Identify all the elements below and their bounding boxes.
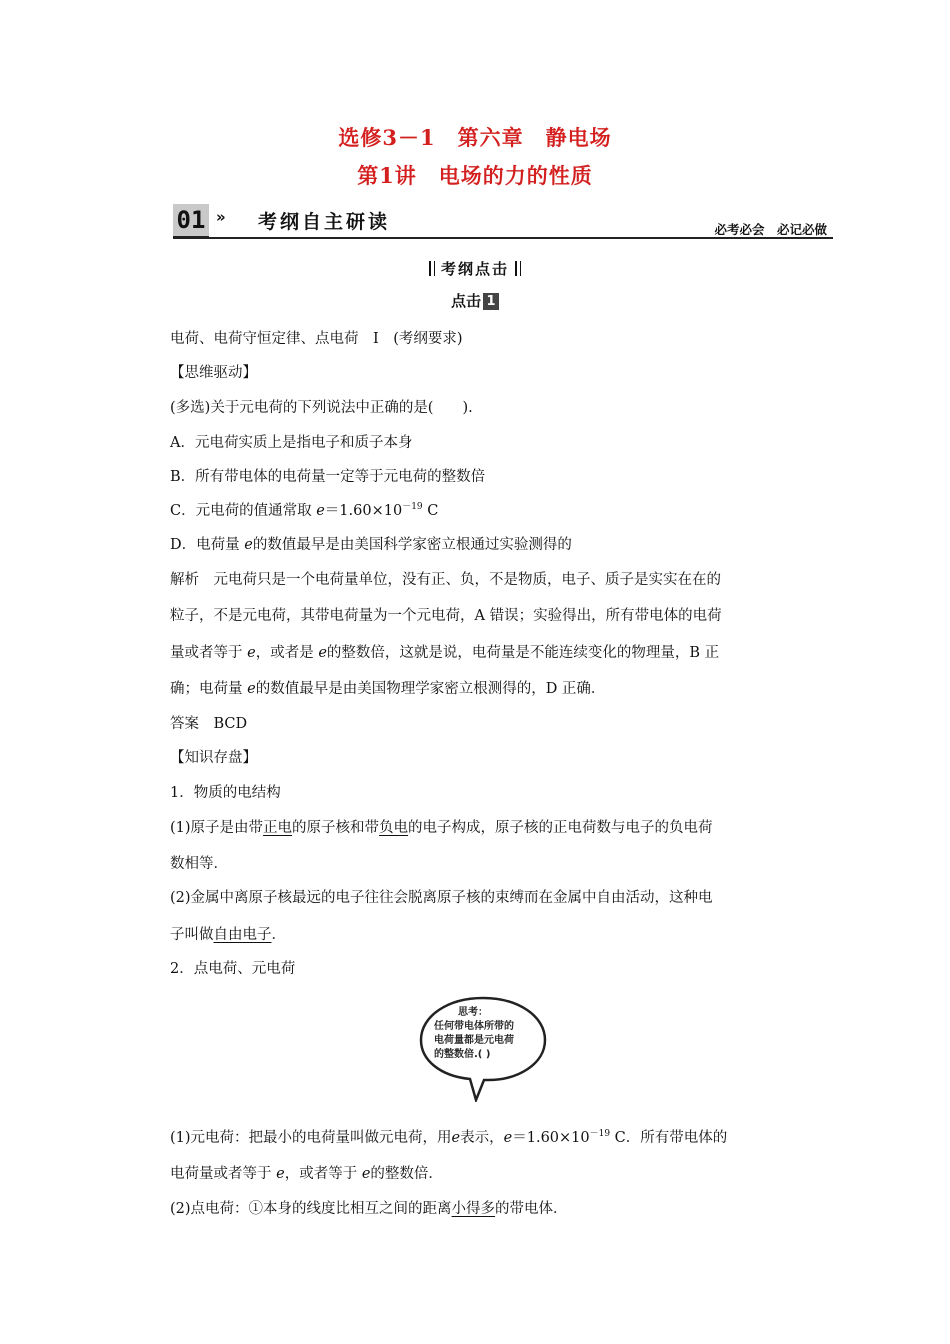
option-d: D．电荷量 e的数值最早是由美国科学家密立根通过实验测得的 (170, 537, 572, 553)
point-1-1-cont: 数相等． (170, 856, 228, 872)
dianji-number: 1 (483, 293, 499, 310)
kaogang-label: 考纲点击 (440, 260, 509, 278)
point-1-1: (1)原子是由带正电的原子核和带负电的电子构成，原子核的正电荷数与电子的负电荷 (170, 820, 713, 836)
point-2: 2．点电荷、元电荷 (170, 961, 296, 977)
section-banner (173, 201, 833, 241)
chevron-icon: » (216, 208, 226, 226)
kaogang-heading (0, 258, 950, 279)
bubble-title: 思考： (458, 1007, 488, 1018)
jiexi-line1: 解析 元电荷只是一个电荷量单位，没有正、负，不是物质，电子、质子是实实在在的 (170, 572, 721, 588)
point-1: 1．物质的电结构 (170, 785, 281, 801)
option-a: A．元电荷实质上是指电子和质子本身 (170, 435, 413, 451)
option-b: B．所有带电体的电荷量一定等于元电荷的整数倍 (170, 469, 486, 485)
section-number: 01 (173, 204, 209, 239)
option-c: C．元电荷的值通常取 $e=1.60\times 10^{-19}$ C (170, 502, 439, 519)
bubble-line1: 任何带电体所带的 (434, 1021, 514, 1032)
topic-line: 电荷、电荷守恒定律、点电荷 Ⅰ (考纲要求) (170, 331, 463, 347)
lesson-title: 第1讲 电场的力的性质 (357, 163, 593, 188)
jiexi-line4: 确；电荷量 e的数值最早是由美国物理学家密立根测得的，D 正确． (170, 681, 606, 697)
question: (多选)关于元电荷的下列说法中正确的是( ). (170, 400, 473, 416)
dianji-label: 点击 (450, 292, 481, 310)
bubble-line2: 电荷量都是元电荷 (434, 1035, 514, 1046)
answer: 答案 BCD (170, 716, 248, 732)
dianji-heading (0, 290, 950, 311)
point-2-1: (1)元电荷：把最小的电荷量叫做元电荷，用e表示，$e=1.60\times 10^{-19}$ C．所有带电体的 (170, 1129, 728, 1146)
siwei-heading: 【思维驱动】 (170, 365, 257, 381)
point-2-1-cont: 电荷量或者等于 e，或者等于 e的整数倍． (170, 1166, 443, 1182)
section-tag: 必考必会 必记必做 (714, 222, 827, 237)
jiexi-line3: 量或者等于 e，或者是 e的整数倍，这就是说，电荷量是不能连续变化的物理量，B 正 (170, 645, 720, 661)
point-2-2: (2)点电荷：①本身的线度比相互之间的距离小得多的带电体． (170, 1201, 568, 1217)
section-heading: 考纲自主研读 (258, 211, 391, 233)
point-1-2-cont: 子叫做自由电子． (170, 927, 286, 943)
jiexi-line2: 粒子，不是元电荷，其带电荷量为一个元电荷，A 错误；实验得出，所有带电体的电荷 (170, 608, 722, 624)
bar-right-icon (515, 261, 521, 276)
point-1-2: (2)金属中离原子核最远的电子往往会脱离原子核的束缚而在金属中自由活动，这种电 (170, 890, 713, 906)
bubble-line3: 的整数倍.( ) (434, 1049, 491, 1060)
thinking-bubble (418, 996, 548, 1102)
banner-rule (209, 237, 833, 239)
bar-left-icon (429, 261, 435, 276)
chapter-title: 选修3－1 第六章 静电场 (338, 125, 612, 150)
zhishi-heading: 【知识存盘】 (170, 750, 257, 766)
